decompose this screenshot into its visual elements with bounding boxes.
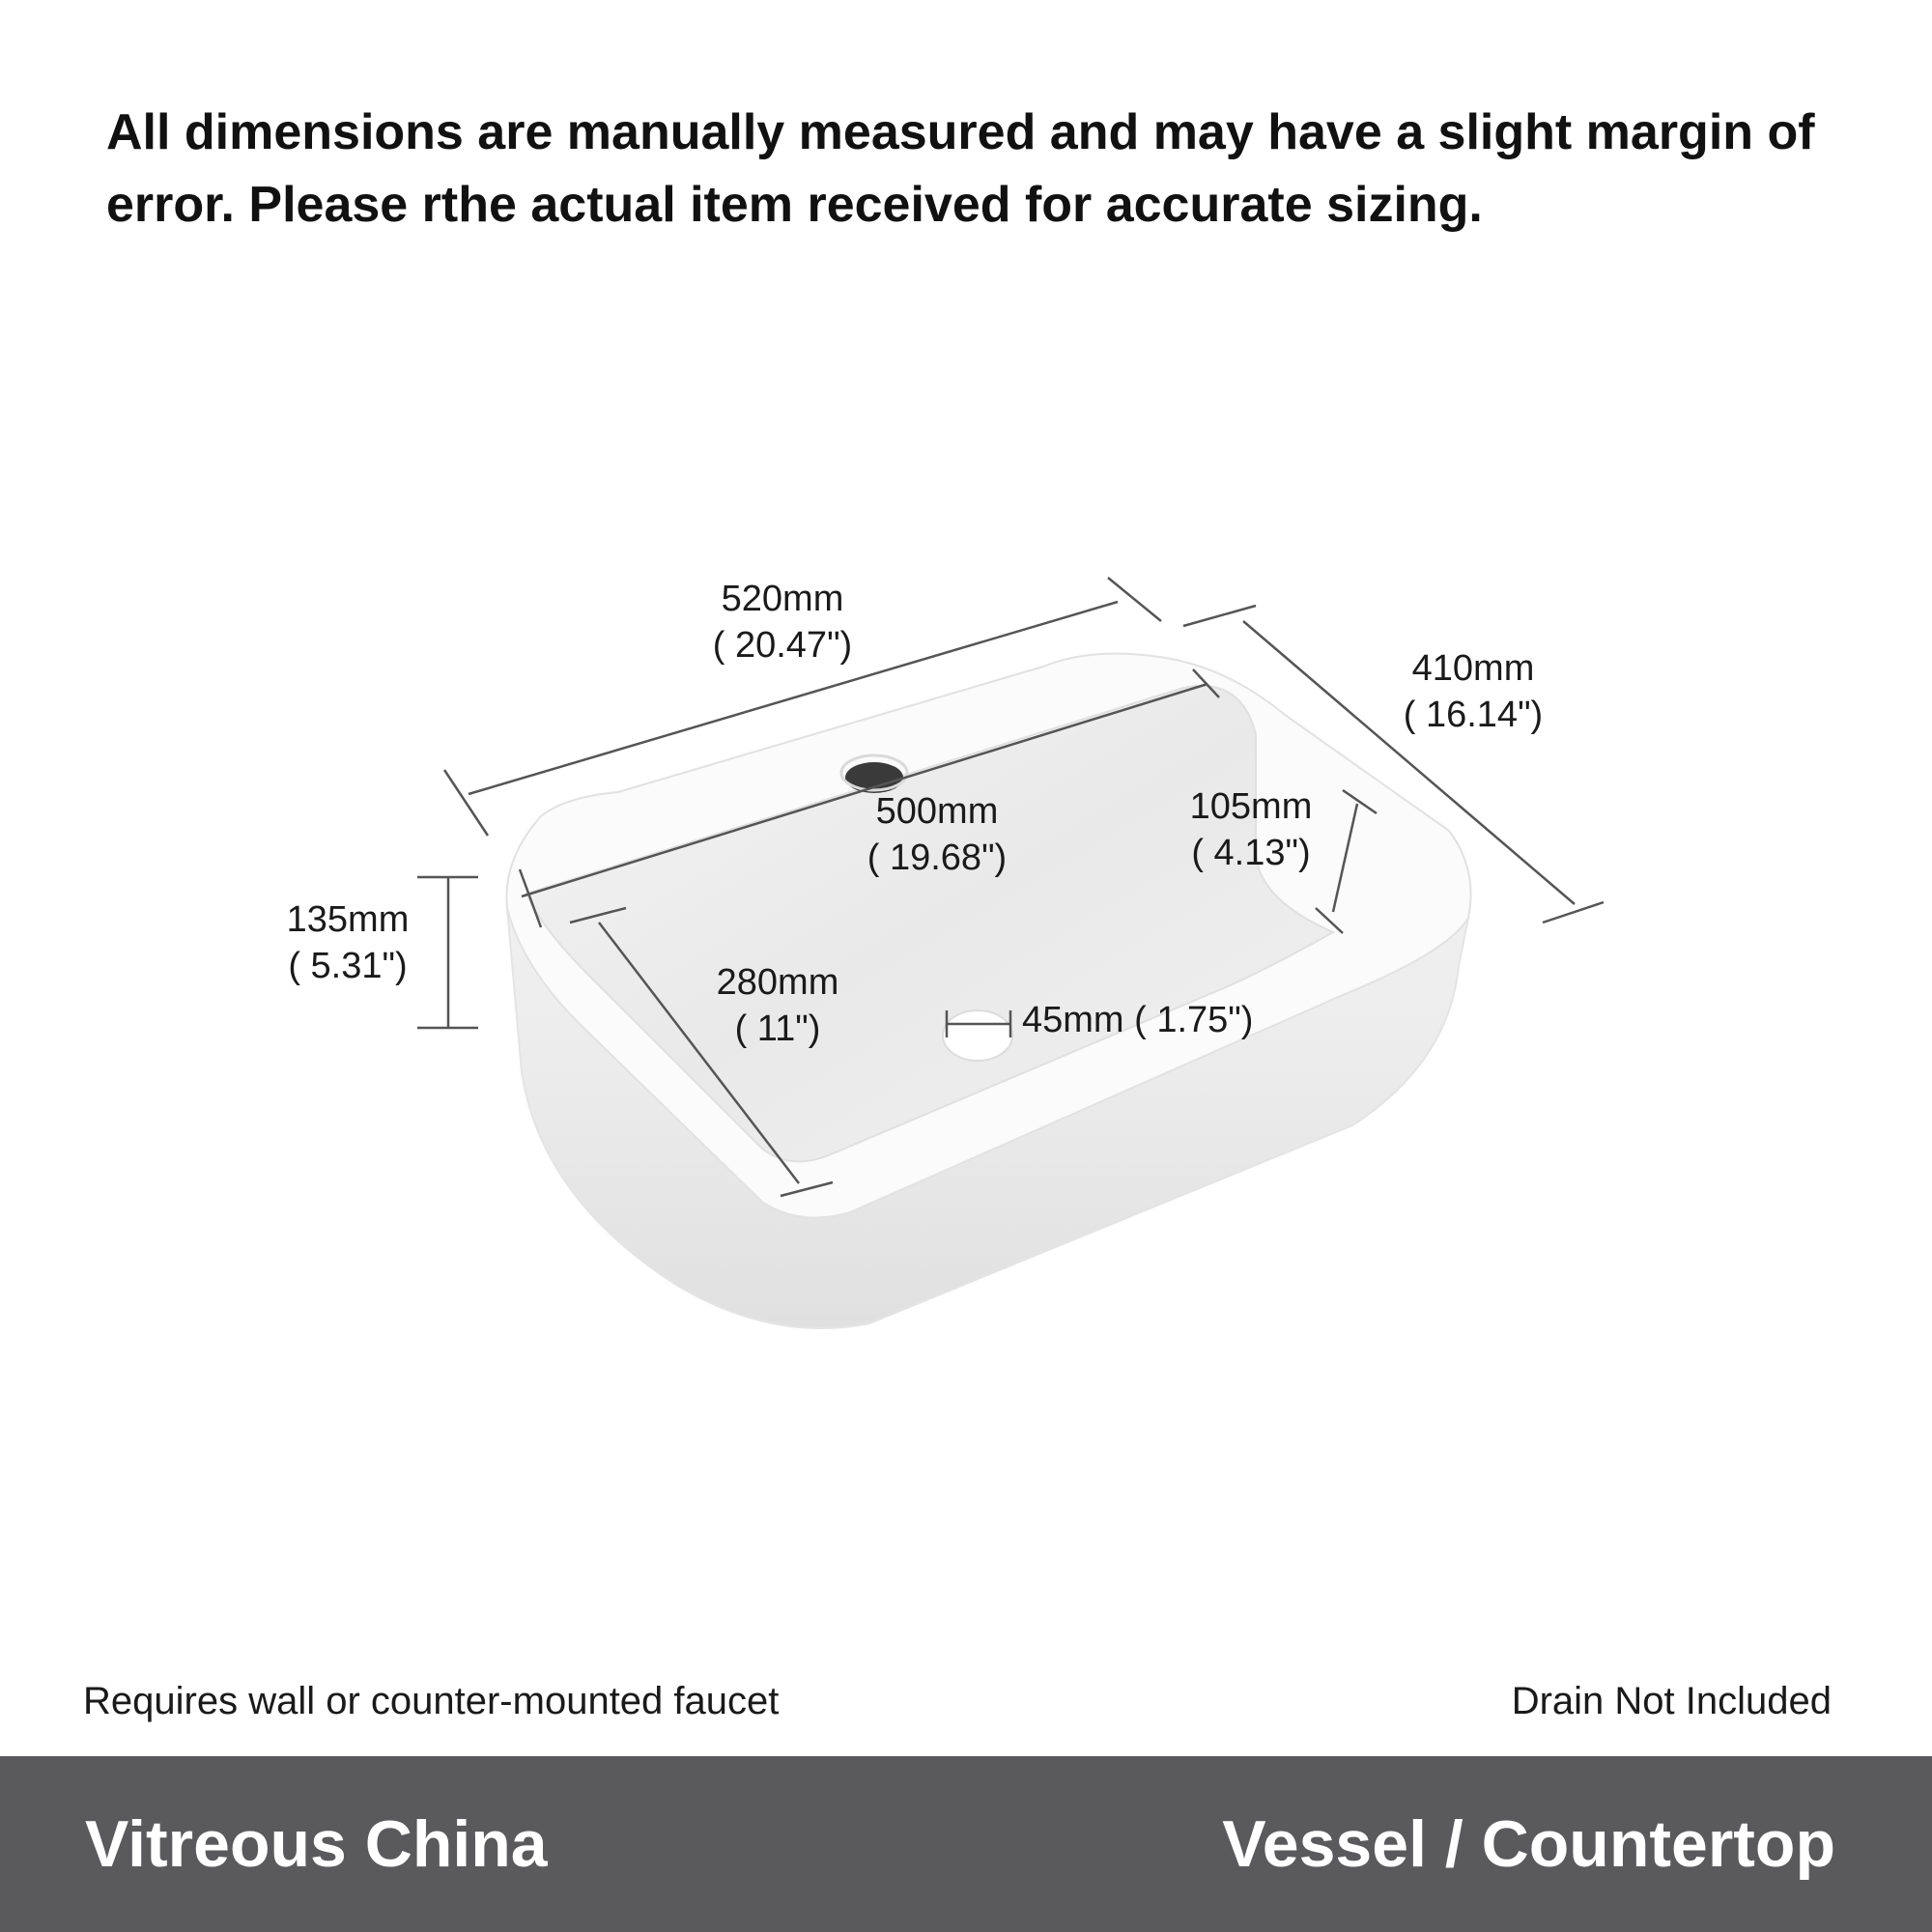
note-drain-not-included: Drain Not Included — [1511, 1680, 1832, 1722]
label-inner-width-mm: 280mm — [716, 962, 839, 1003]
label-inner-length — [845, 788, 1029, 881]
label-overall-width-mm: 410mm — [1411, 648, 1535, 689]
label-inner-depth-inch: ( 4.13") — [1191, 833, 1311, 873]
disclaimer-line-1: All dimensions are manually measured and may have a slight margin of — [106, 104, 1815, 160]
label-inner-length-inch: ( 19.68") — [867, 838, 1008, 878]
dim-tick-overall-width-bottom — [1543, 902, 1604, 923]
drain-hole — [943, 1010, 1012, 1061]
footer-material: Vitreous China — [85, 1807, 548, 1881]
label-overall-width — [1381, 645, 1565, 738]
label-overall-width-inch: ( 16.14") — [1403, 695, 1544, 735]
label-height-mm: 135mm — [286, 899, 410, 940]
dim-tick-overall-length-right — [1108, 578, 1161, 621]
label-overall-length-mm: 520mm — [721, 579, 844, 619]
label-overall-length-inch: ( 20.47") — [712, 625, 853, 666]
disclaimer-line-2: error. Please rthe actual item received for accurate sizing. — [106, 177, 1483, 233]
label-overall-length — [691, 576, 874, 668]
label-height-inch: ( 5.31") — [288, 946, 408, 986]
label-drain-diameter-text: 45mm ( 1.75") — [1022, 1000, 1254, 1040]
footer-bar — [0, 1756, 1932, 1932]
label-inner-depth — [1159, 783, 1343, 876]
label-inner-depth-mm: 105mm — [1189, 786, 1313, 827]
note-faucet-requirement: Requires wall or counter-mounted faucet — [83, 1680, 780, 1722]
footer-mount-type: Vessel / Countertop — [1222, 1807, 1835, 1881]
label-inner-width — [686, 959, 869, 1052]
label-drain-diameter — [1022, 997, 1253, 1043]
label-inner-length-mm: 500mm — [875, 791, 999, 832]
label-inner-width-inch: ( 11") — [734, 1009, 821, 1049]
dim-tick-overall-length-left — [444, 770, 488, 836]
label-height — [256, 896, 440, 989]
